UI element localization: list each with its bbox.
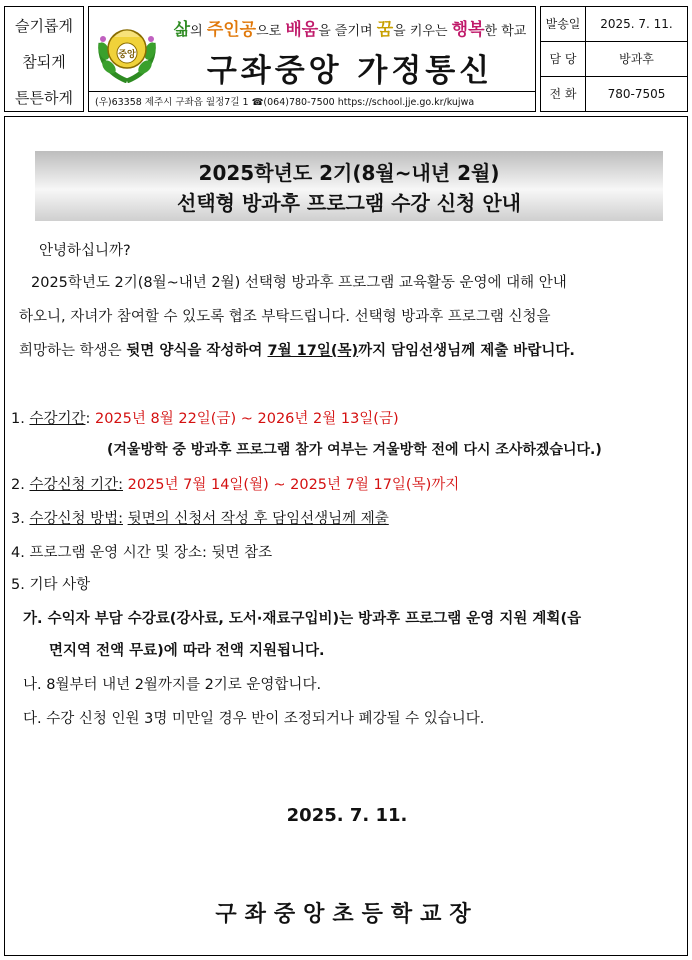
info-row	[541, 7, 687, 42]
newsletter-title: 구좌중앙 가정통신	[206, 53, 494, 89]
principal-signature: 구좌중앙초등학교장	[215, 902, 479, 927]
item-value: 2025년 7월 14일(월) ~ 2025년 7월 17일(목)까지	[127, 477, 460, 493]
school-address: (우)63358 제주시 구좌읍 월정7길 1 ☎(064)780-7500 https://school.jje.go.kr/kujwa	[89, 91, 535, 112]
item-label: 수강기간	[29, 411, 86, 427]
paragraph-line: 하오니, 자녀가 참여할 수 있도록 협조 부탁드립니다. 선택형 방과후 프로그램 신청을	[19, 309, 551, 325]
info-key: 전 화	[541, 77, 586, 111]
slogan-word: 꿈	[376, 20, 394, 40]
info-row	[541, 42, 687, 77]
motto-line: 튼튼하게	[15, 89, 73, 107]
info-value: 780-7505	[607, 87, 666, 101]
letter-header	[4, 6, 688, 112]
notice-title-banner	[35, 151, 663, 221]
list-item-application-period	[11, 473, 459, 494]
greeting: 안녕하십니까?	[39, 243, 131, 259]
sub-item: 나. 8월부터 내년 2월까지를 2기로 운영합니다.	[23, 677, 322, 693]
slogan-text: 의	[190, 24, 207, 39]
sub-item: 가. 수익자 부담 수강료(강사료, 도서·재료구입비)는 방과후 프로그램 운영 지원 계획(읍	[23, 611, 582, 627]
school-motto-box	[4, 6, 84, 112]
sub-item-continued	[49, 639, 325, 660]
slogan-word: 행복	[451, 20, 485, 40]
title-block	[88, 6, 536, 112]
notice-title-line: 2025학년도 2기(8월~내년 2월)	[198, 161, 500, 185]
paragraph-line	[19, 339, 575, 360]
motto-line: 슬기롭게	[15, 17, 73, 35]
slogan-text: 을 즐기며	[318, 24, 377, 39]
item-label: 수강신청 기간:	[29, 477, 123, 493]
item-number: 3.	[11, 511, 25, 527]
emblem-text: 중앙	[118, 50, 136, 60]
school-emblem-icon	[95, 15, 159, 83]
sub-item-text: 면지역 전액 무료)에 따라 전액 지원됩니다.	[49, 643, 325, 659]
item-label: 수강신청 방법:	[29, 511, 123, 527]
paragraph-emphasis: 뒷면 양식을 작성하여	[126, 343, 268, 359]
info-key: 담 당	[541, 42, 586, 76]
issue-date: 2025. 7. 11.	[286, 805, 408, 826]
list-item-application-method	[11, 507, 389, 528]
motto-line: 참되게	[22, 53, 66, 71]
slogan-text: 을 키우는	[393, 24, 452, 39]
info-row	[541, 77, 687, 111]
deadline-date: 7월 17일(목)	[267, 343, 359, 359]
item-number: 1.	[11, 411, 25, 427]
info-key: 발송일	[541, 7, 586, 41]
issue-info-table	[540, 6, 688, 112]
slogan-text: 한 학교	[484, 24, 527, 39]
item-value: 뒷면의 신청서 작성 후 담임선생님께 제출	[127, 511, 389, 527]
slogan-text: 으로	[256, 24, 286, 39]
slogan-word: 주인공	[206, 20, 257, 40]
info-value: 2025. 7. 11.	[600, 17, 673, 31]
slogan-word: 삶	[173, 20, 191, 40]
list-item-other: 5. 기타 사항	[11, 577, 91, 593]
list-item-course-period	[11, 407, 399, 428]
list-item-schedule-location: 4. 프로그램 운영 시간 및 장소: 뒷면 참조	[11, 545, 273, 561]
item-colon: :	[85, 411, 91, 427]
school-slogan	[167, 15, 533, 40]
letter-body	[4, 116, 688, 956]
paragraph-line: 2025학년도 2기(8월~내년 2월) 선택형 방과후 프로그램 교육활동 운영에 대해 안내	[31, 275, 567, 291]
paragraph-text: 희망하는 학생은	[19, 343, 127, 359]
item-value: 2025년 8월 22일(금) ~ 2026년 2월 13일(금)	[94, 411, 399, 427]
item-note: (겨울방학 중 방과후 프로그램 참가 여부는 겨울방학 전에 다시 조사하겠습니다.)	[107, 442, 602, 458]
paragraph-emphasis: 까지 담임선생님께 제출 바랍니다.	[358, 343, 575, 359]
slogan-word: 배움	[285, 20, 319, 40]
notice-title-line: 선택형 방과후 프로그램 수강 신청 안내	[177, 191, 521, 215]
info-value: 방과후	[619, 52, 654, 66]
sub-item: 다. 수강 신청 인원 3명 미만일 경우 반이 조정되거나 폐강될 수 있습니다.	[23, 711, 485, 727]
item-number: 2.	[11, 477, 25, 493]
